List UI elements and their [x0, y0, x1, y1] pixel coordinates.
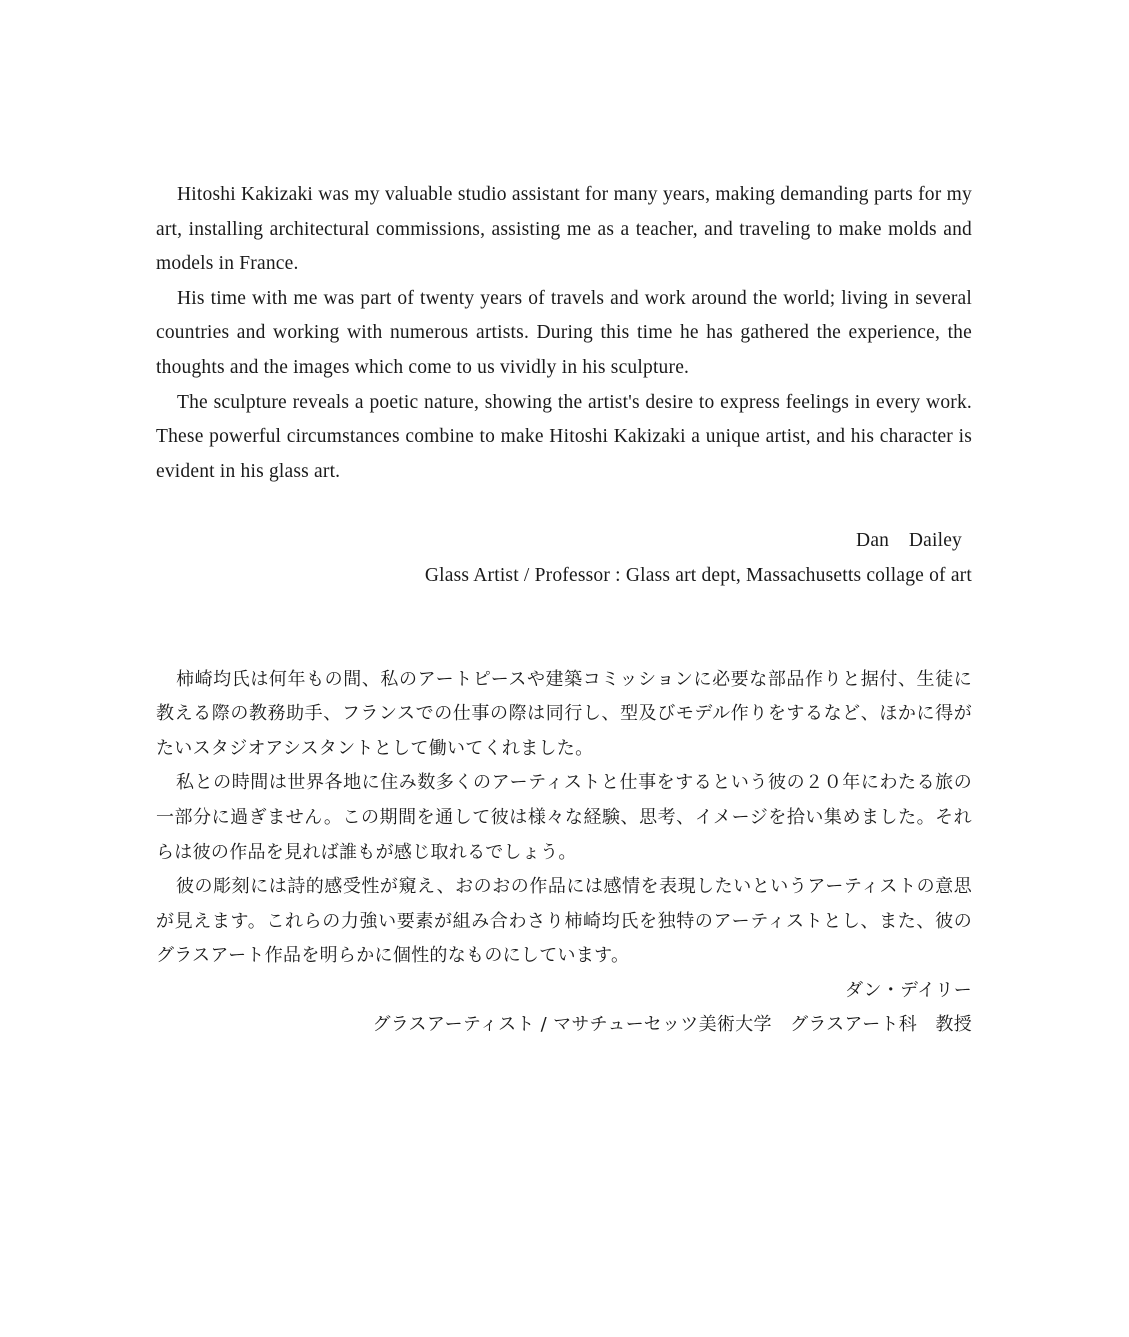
english-signature-name: Dan Dailey	[856, 530, 962, 552]
japanese-paragraph-1: 柿崎均氏は何年もの間、私のアートピースや建築コミッションに必要な部品作りと据付、生徒に教える際の教務助手、フランスでの仕事の際は同行し、型及びモデル作りをするなど、ほかに得がたいスタジオアシスタントとして働いてくれました。	[156, 668, 972, 759]
english-signature	[156, 524, 972, 593]
letter-page	[156, 178, 972, 1043]
english-signature-title: Glass Artist / Professor : Glass art dept, Massachusetts collage of art	[424, 564, 972, 586]
japanese-signature-title: グラスアーティスト / マサチューセッツ美術大学 グラスアート科 教授	[372, 1014, 972, 1036]
japanese-signature-name: ダン・デイリー	[844, 979, 972, 1001]
japanese-paragraph-3: 彼の彫刻には詩的感受性が窺え、おのおの作品には感情を表現したいというアーティストの意思が見えます。これらの力強い要素が組み合わさり柿崎均氏を独特のアーティストとし、また、彼のグラスアート作品を明らかに個性的なものにしています。	[156, 876, 972, 967]
english-paragraph-3: The sculpture reveals a poetic nature, showing the artist's desire to express feelings in every work. These powerful circumstances combine to make Hitoshi Kakizaki a unique artist, and his character is evident in his glass art.	[156, 391, 972, 482]
japanese-section	[156, 663, 972, 1044]
japanese-paragraph-2: 私との時間は世界各地に住み数多くのアーティストと仕事をするという彼の２０年にわたる旅の一部分に過ぎません。この期間を通して彼は様々な経験、思考、イメージを拾い集めました。それらは彼の作品を見れば誰もが感じ取れるでしょう。	[156, 772, 972, 863]
english-paragraph-2: His time with me was part of twenty years of travels and work around the world; living in several countries and working with numerous artists. During this time he has gathered the experience, the thoughts and the images which come to us vividly in his sculpture.	[156, 287, 972, 378]
english-paragraph-1: Hitoshi Kakizaki was my valuable studio assistant for many years, making demanding parts for my art, installing architectural commissions, assisting me as a teacher, and traveling to make molds and models in France.	[156, 184, 972, 275]
english-section	[156, 178, 972, 594]
